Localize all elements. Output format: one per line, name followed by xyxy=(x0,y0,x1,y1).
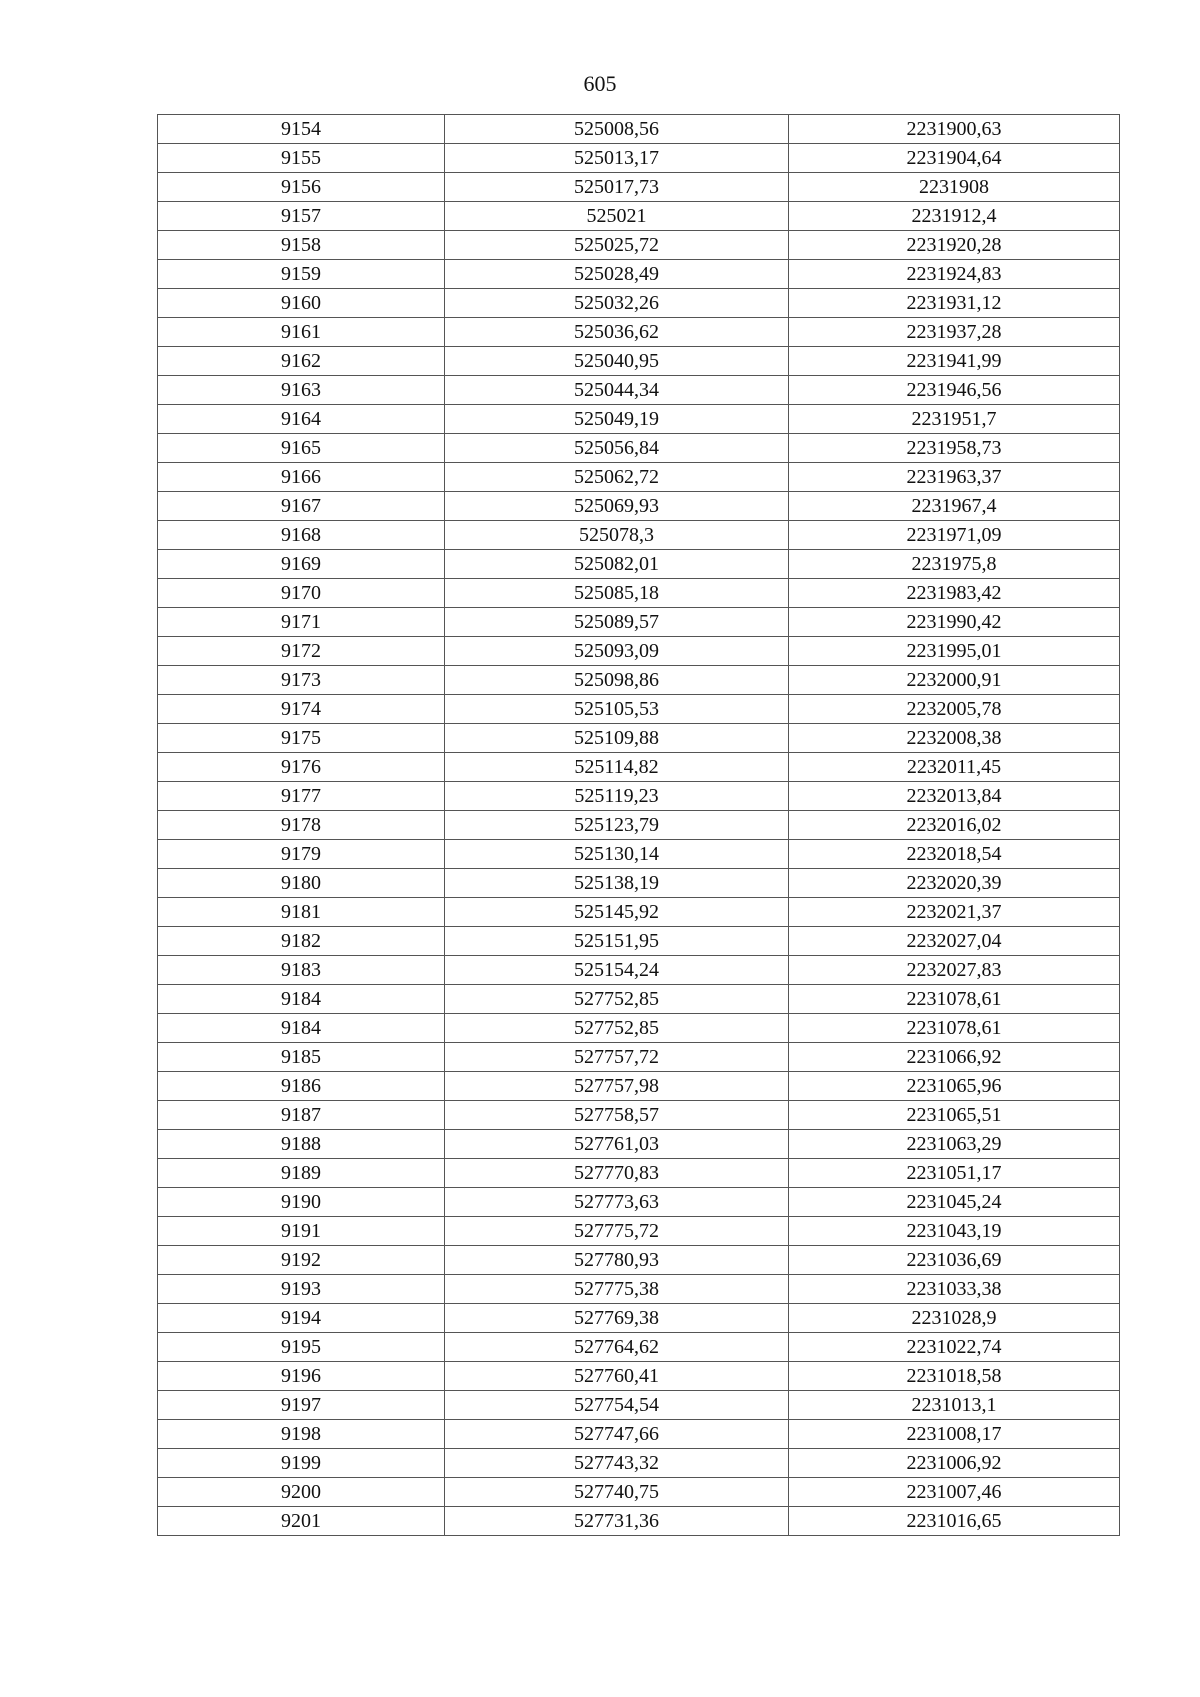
point-number-cell: 9190 xyxy=(158,1188,445,1217)
table-row xyxy=(158,115,1120,144)
y-coordinate-cell: 2231065,51 xyxy=(789,1101,1120,1130)
point-number-cell: 9169 xyxy=(158,550,445,579)
y-coordinate-cell: 2231951,7 xyxy=(789,405,1120,434)
table-row xyxy=(158,898,1120,927)
y-coordinate-cell: 2231924,83 xyxy=(789,260,1120,289)
x-coordinate-cell: 525008,56 xyxy=(445,115,789,144)
x-coordinate-cell: 525109,88 xyxy=(445,724,789,753)
y-coordinate-cell: 2231022,74 xyxy=(789,1333,1120,1362)
y-coordinate-cell: 2231063,29 xyxy=(789,1130,1120,1159)
y-coordinate-cell: 2231066,92 xyxy=(789,1043,1120,1072)
y-coordinate-cell: 2231975,8 xyxy=(789,550,1120,579)
point-number-cell: 9188 xyxy=(158,1130,445,1159)
y-coordinate-cell: 2231006,92 xyxy=(789,1449,1120,1478)
x-coordinate-cell: 527757,72 xyxy=(445,1043,789,1072)
table-row xyxy=(158,1420,1120,1449)
x-coordinate-cell: 525123,79 xyxy=(445,811,789,840)
x-coordinate-cell: 527731,36 xyxy=(445,1507,789,1536)
point-number-cell: 9180 xyxy=(158,869,445,898)
point-number-cell: 9162 xyxy=(158,347,445,376)
x-coordinate-cell: 525025,72 xyxy=(445,231,789,260)
table-row xyxy=(158,579,1120,608)
point-number-cell: 9179 xyxy=(158,840,445,869)
table-row xyxy=(158,608,1120,637)
y-coordinate-cell: 2231008,17 xyxy=(789,1420,1120,1449)
point-number-cell: 9160 xyxy=(158,289,445,318)
table-row xyxy=(158,956,1120,985)
table-row xyxy=(158,173,1120,202)
x-coordinate-cell: 525114,82 xyxy=(445,753,789,782)
table-row xyxy=(158,550,1120,579)
y-coordinate-cell: 2232013,84 xyxy=(789,782,1120,811)
x-coordinate-cell: 527754,54 xyxy=(445,1391,789,1420)
point-number-cell: 9163 xyxy=(158,376,445,405)
y-coordinate-cell: 2231946,56 xyxy=(789,376,1120,405)
x-coordinate-cell: 525151,95 xyxy=(445,927,789,956)
x-coordinate-cell: 525093,09 xyxy=(445,637,789,666)
y-coordinate-cell: 2232016,02 xyxy=(789,811,1120,840)
y-coordinate-cell: 2231931,12 xyxy=(789,289,1120,318)
coordinates-table-body xyxy=(158,115,1120,1536)
x-coordinate-cell: 525032,26 xyxy=(445,289,789,318)
y-coordinate-cell: 2231990,42 xyxy=(789,608,1120,637)
table-row xyxy=(158,144,1120,173)
x-coordinate-cell: 527743,32 xyxy=(445,1449,789,1478)
y-coordinate-cell: 2232027,83 xyxy=(789,956,1120,985)
table-row xyxy=(158,1478,1120,1507)
x-coordinate-cell: 525044,34 xyxy=(445,376,789,405)
y-coordinate-cell: 2232005,78 xyxy=(789,695,1120,724)
table-row xyxy=(158,202,1120,231)
y-coordinate-cell: 2231028,9 xyxy=(789,1304,1120,1333)
x-coordinate-cell: 525069,93 xyxy=(445,492,789,521)
x-coordinate-cell: 525013,17 xyxy=(445,144,789,173)
point-number-cell: 9154 xyxy=(158,115,445,144)
y-coordinate-cell: 2231078,61 xyxy=(789,1014,1120,1043)
x-coordinate-cell: 527775,72 xyxy=(445,1217,789,1246)
x-coordinate-cell: 525098,86 xyxy=(445,666,789,695)
point-number-cell: 9168 xyxy=(158,521,445,550)
table-row xyxy=(158,782,1120,811)
y-coordinate-cell: 2231904,64 xyxy=(789,144,1120,173)
table-row xyxy=(158,1043,1120,1072)
y-coordinate-cell: 2231908 xyxy=(789,173,1120,202)
x-coordinate-cell: 525082,01 xyxy=(445,550,789,579)
x-coordinate-cell: 525130,14 xyxy=(445,840,789,869)
point-number-cell: 9191 xyxy=(158,1217,445,1246)
table-row xyxy=(158,434,1120,463)
y-coordinate-cell: 2231900,63 xyxy=(789,115,1120,144)
point-number-cell: 9161 xyxy=(158,318,445,347)
point-number-cell: 9189 xyxy=(158,1159,445,1188)
point-number-cell: 9175 xyxy=(158,724,445,753)
table-row xyxy=(158,753,1120,782)
point-number-cell: 9183 xyxy=(158,956,445,985)
point-number-cell: 9177 xyxy=(158,782,445,811)
point-number-cell: 9167 xyxy=(158,492,445,521)
y-coordinate-cell: 2232018,54 xyxy=(789,840,1120,869)
point-number-cell: 9166 xyxy=(158,463,445,492)
point-number-cell: 9187 xyxy=(158,1101,445,1130)
table-row xyxy=(158,521,1120,550)
point-number-cell: 9173 xyxy=(158,666,445,695)
table-row xyxy=(158,1507,1120,1536)
y-coordinate-cell: 2231018,58 xyxy=(789,1362,1120,1391)
table-row xyxy=(158,985,1120,1014)
table-row xyxy=(158,1275,1120,1304)
point-number-cell: 9196 xyxy=(158,1362,445,1391)
y-coordinate-cell: 2232000,91 xyxy=(789,666,1120,695)
point-number-cell: 9182 xyxy=(158,927,445,956)
x-coordinate-cell: 525017,73 xyxy=(445,173,789,202)
point-number-cell: 9181 xyxy=(158,898,445,927)
y-coordinate-cell: 2231920,28 xyxy=(789,231,1120,260)
y-coordinate-cell: 2231912,4 xyxy=(789,202,1120,231)
y-coordinate-cell: 2231983,42 xyxy=(789,579,1120,608)
table-row xyxy=(158,289,1120,318)
table-row xyxy=(158,811,1120,840)
x-coordinate-cell: 527770,83 xyxy=(445,1159,789,1188)
point-number-cell: 9198 xyxy=(158,1420,445,1449)
point-number-cell: 9200 xyxy=(158,1478,445,1507)
x-coordinate-cell: 527760,41 xyxy=(445,1362,789,1391)
point-number-cell: 9197 xyxy=(158,1391,445,1420)
x-coordinate-cell: 525085,18 xyxy=(445,579,789,608)
x-coordinate-cell: 527764,62 xyxy=(445,1333,789,1362)
table-row xyxy=(158,869,1120,898)
y-coordinate-cell: 2231941,99 xyxy=(789,347,1120,376)
table-row xyxy=(158,1188,1120,1217)
point-number-cell: 9176 xyxy=(158,753,445,782)
y-coordinate-cell: 2232008,38 xyxy=(789,724,1120,753)
x-coordinate-cell: 525056,84 xyxy=(445,434,789,463)
point-number-cell: 9194 xyxy=(158,1304,445,1333)
x-coordinate-cell: 527773,63 xyxy=(445,1188,789,1217)
y-coordinate-cell: 2231051,17 xyxy=(789,1159,1120,1188)
table-row xyxy=(158,231,1120,260)
point-number-cell: 9184 xyxy=(158,985,445,1014)
table-row xyxy=(158,260,1120,289)
y-coordinate-cell: 2232020,39 xyxy=(789,869,1120,898)
point-number-cell: 9156 xyxy=(158,173,445,202)
table-row xyxy=(158,927,1120,956)
table-row xyxy=(158,666,1120,695)
x-coordinate-cell: 525154,24 xyxy=(445,956,789,985)
table-row xyxy=(158,1391,1120,1420)
x-coordinate-cell: 525021 xyxy=(445,202,789,231)
point-number-cell: 9178 xyxy=(158,811,445,840)
point-number-cell: 9170 xyxy=(158,579,445,608)
x-coordinate-cell: 525078,3 xyxy=(445,521,789,550)
point-number-cell: 9201 xyxy=(158,1507,445,1536)
y-coordinate-cell: 2231043,19 xyxy=(789,1217,1120,1246)
point-number-cell: 9193 xyxy=(158,1275,445,1304)
x-coordinate-cell: 527769,38 xyxy=(445,1304,789,1333)
point-number-cell: 9165 xyxy=(158,434,445,463)
y-coordinate-cell: 2231007,46 xyxy=(789,1478,1120,1507)
table-row xyxy=(158,1304,1120,1333)
table-row xyxy=(158,1072,1120,1101)
table-row xyxy=(158,347,1120,376)
table-row xyxy=(158,492,1120,521)
point-number-cell: 9157 xyxy=(158,202,445,231)
x-coordinate-cell: 527780,93 xyxy=(445,1246,789,1275)
x-coordinate-cell: 525145,92 xyxy=(445,898,789,927)
y-coordinate-cell: 2232011,45 xyxy=(789,753,1120,782)
x-coordinate-cell: 527757,98 xyxy=(445,1072,789,1101)
point-number-cell: 9195 xyxy=(158,1333,445,1362)
x-coordinate-cell: 525049,19 xyxy=(445,405,789,434)
y-coordinate-cell: 2232027,04 xyxy=(789,927,1120,956)
x-coordinate-cell: 525040,95 xyxy=(445,347,789,376)
point-number-cell: 9186 xyxy=(158,1072,445,1101)
y-coordinate-cell: 2231016,65 xyxy=(789,1507,1120,1536)
coordinates-table xyxy=(157,114,1120,1536)
point-number-cell: 9174 xyxy=(158,695,445,724)
table-row xyxy=(158,1246,1120,1275)
table-row xyxy=(158,376,1120,405)
x-coordinate-cell: 527747,66 xyxy=(445,1420,789,1449)
point-number-cell: 9184 xyxy=(158,1014,445,1043)
y-coordinate-cell: 2231065,96 xyxy=(789,1072,1120,1101)
x-coordinate-cell: 525036,62 xyxy=(445,318,789,347)
x-coordinate-cell: 525138,19 xyxy=(445,869,789,898)
table-row xyxy=(158,840,1120,869)
point-number-cell: 9185 xyxy=(158,1043,445,1072)
x-coordinate-cell: 527752,85 xyxy=(445,1014,789,1043)
x-coordinate-cell: 525028,49 xyxy=(445,260,789,289)
table-row xyxy=(158,463,1120,492)
table-row xyxy=(158,1130,1120,1159)
point-number-cell: 9164 xyxy=(158,405,445,434)
table-row xyxy=(158,1101,1120,1130)
table-row xyxy=(158,405,1120,434)
point-number-cell: 9158 xyxy=(158,231,445,260)
x-coordinate-cell: 525089,57 xyxy=(445,608,789,637)
table-row xyxy=(158,695,1120,724)
y-coordinate-cell: 2231971,09 xyxy=(789,521,1120,550)
y-coordinate-cell: 2231033,38 xyxy=(789,1275,1120,1304)
point-number-cell: 9171 xyxy=(158,608,445,637)
x-coordinate-cell: 525062,72 xyxy=(445,463,789,492)
table-row xyxy=(158,1449,1120,1478)
table-row xyxy=(158,1217,1120,1246)
point-number-cell: 9172 xyxy=(158,637,445,666)
point-number-cell: 9159 xyxy=(158,260,445,289)
y-coordinate-cell: 2231967,4 xyxy=(789,492,1120,521)
table-row xyxy=(158,1014,1120,1043)
y-coordinate-cell: 2231958,73 xyxy=(789,434,1120,463)
x-coordinate-cell: 527761,03 xyxy=(445,1130,789,1159)
x-coordinate-cell: 525119,23 xyxy=(445,782,789,811)
page-number: 605 xyxy=(583,71,617,96)
point-number-cell: 9192 xyxy=(158,1246,445,1275)
table-row xyxy=(158,318,1120,347)
table-row xyxy=(158,1333,1120,1362)
x-coordinate-cell: 527752,85 xyxy=(445,985,789,1014)
table-row xyxy=(158,724,1120,753)
x-coordinate-cell: 527758,57 xyxy=(445,1101,789,1130)
x-coordinate-cell: 527775,38 xyxy=(445,1275,789,1304)
y-coordinate-cell: 2231937,28 xyxy=(789,318,1120,347)
table-row xyxy=(158,637,1120,666)
x-coordinate-cell: 527740,75 xyxy=(445,1478,789,1507)
y-coordinate-cell: 2231045,24 xyxy=(789,1188,1120,1217)
y-coordinate-cell: 2231963,37 xyxy=(789,463,1120,492)
table-row xyxy=(158,1362,1120,1391)
point-number-cell: 9155 xyxy=(158,144,445,173)
y-coordinate-cell: 2231078,61 xyxy=(789,985,1120,1014)
y-coordinate-cell: 2231036,69 xyxy=(789,1246,1120,1275)
table-row xyxy=(158,1159,1120,1188)
y-coordinate-cell: 2231995,01 xyxy=(789,637,1120,666)
y-coordinate-cell: 2232021,37 xyxy=(789,898,1120,927)
point-number-cell: 9199 xyxy=(158,1449,445,1478)
x-coordinate-cell: 525105,53 xyxy=(445,695,789,724)
y-coordinate-cell: 2231013,1 xyxy=(789,1391,1120,1420)
